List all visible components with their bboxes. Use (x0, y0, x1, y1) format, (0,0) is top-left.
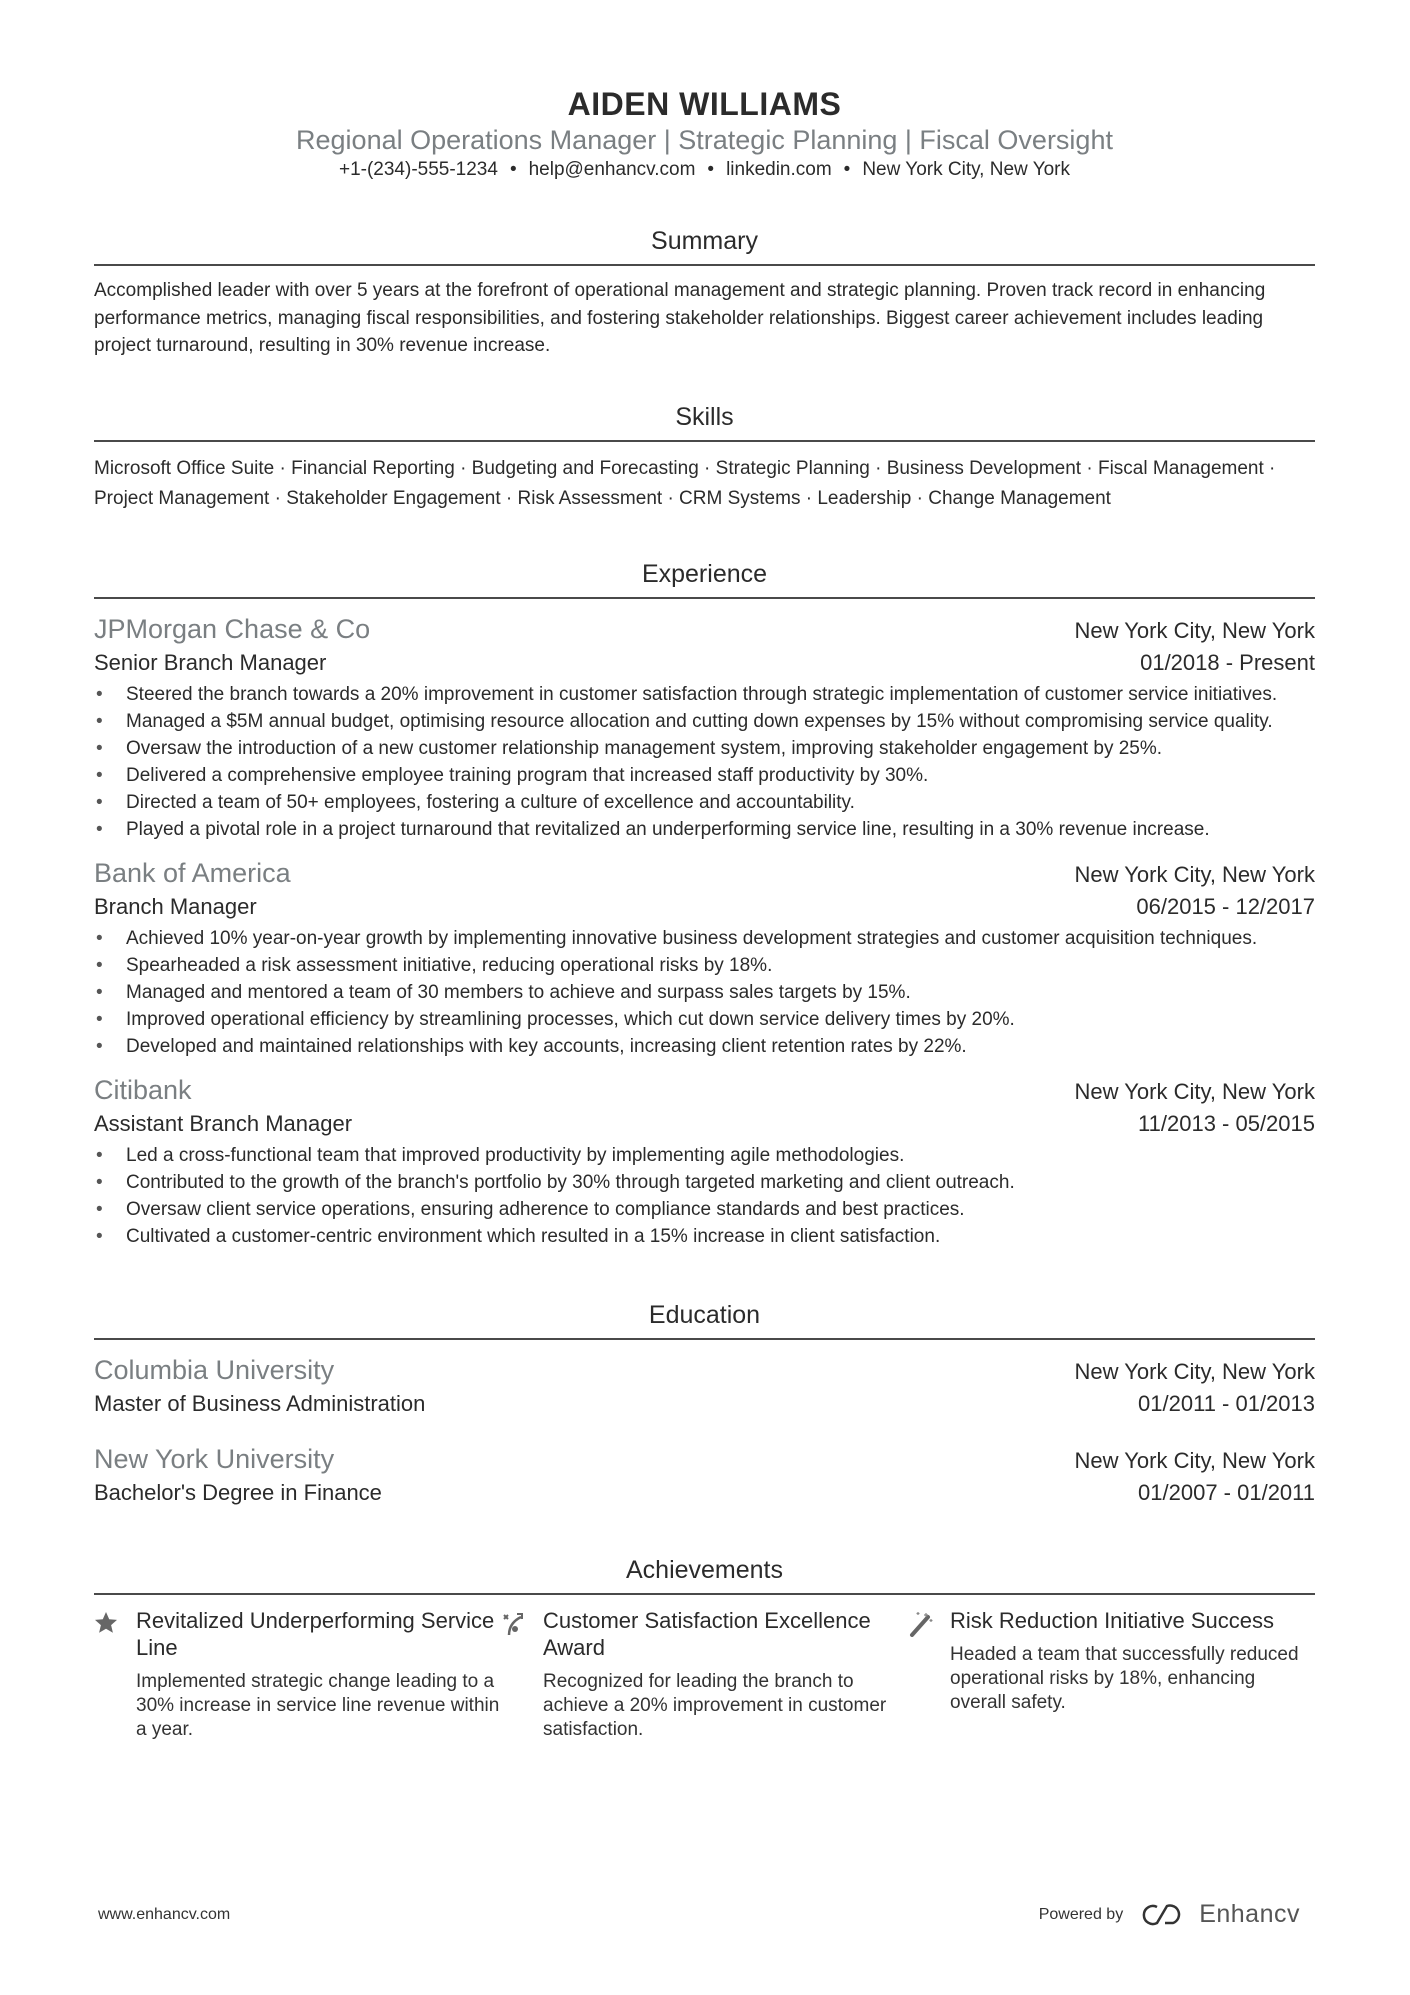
school-location: New York City, New York (1074, 1358, 1315, 1384)
job-dates: 11/2013 - 05/2015 (1138, 1110, 1315, 1136)
phone: +1-(234)-555-1234 (338, 159, 498, 180)
resume-page (94, 0, 1315, 1742)
achievement-item (908, 1607, 1315, 1742)
bullet-item: • Managed and mentored a team of 30 members to achieve and surpass sales targets by 15%. (94, 979, 1315, 1006)
bullet-item: • Cultivated a customer-centric environment which resulted in a 15% increase in client satisfaction. (94, 1223, 1315, 1250)
achievement-item (501, 1607, 908, 1742)
job-location: New York City, New York (1074, 861, 1315, 887)
achievement-description: Recognized for leading the branch to achieve a 20% improvement in customer satisfaction. (543, 1670, 887, 1740)
job-location: New York City, New York (1074, 1078, 1315, 1104)
school-name: New York University (94, 1443, 335, 1474)
achievement-item (94, 1607, 501, 1742)
job-header (94, 612, 1315, 647)
job-dates: 01/2018 - Present (1140, 649, 1315, 675)
job-bullets (94, 1142, 1315, 1250)
degree: Master of Business Administration (94, 1390, 426, 1416)
education-subheader (94, 1388, 1315, 1420)
bullet-item: • Improved operational efficiency by streamlining processes, which cut down service delivery times by 20%. (94, 1006, 1315, 1033)
job-header (94, 856, 1315, 891)
job-role: Branch Manager (94, 893, 257, 919)
footer (98, 1900, 1300, 1929)
skills-heading: Skills (94, 402, 1315, 442)
job-header (94, 1073, 1315, 1108)
degree: Bachelor's Degree in Finance (94, 1479, 382, 1505)
education-subheader (94, 1477, 1315, 1509)
achievement-description: Headed a team that successfully reduced operational risks by 18%, enhancing overall safety. (950, 1643, 1299, 1713)
brand-name: Enhancv (1199, 1900, 1300, 1928)
powered-by-label: Powered by (1038, 1905, 1124, 1923)
school-location: New York City, New York (1074, 1447, 1315, 1473)
contact-info (94, 158, 1315, 182)
separator: • (509, 159, 517, 180)
bullet-item: • Oversaw the introduction of a new customer relationship management system, improving stakeholder engagement by 25%. (94, 735, 1315, 762)
education-heading: Education (94, 1300, 1315, 1340)
job-entry (94, 612, 1315, 843)
achievement-content (950, 1607, 1315, 1742)
achievement-title: Customer Satisfaction Excellence Award (543, 1607, 871, 1660)
bullet-item: • Managed a $5M annual budget, optimising resource allocation and cutting down expenses by 15% without compromising service quality. (94, 708, 1315, 735)
enhancv-logo-icon (1137, 1902, 1185, 1928)
education-dates: 01/2007 - 01/2011 (1138, 1479, 1315, 1505)
company-name: Bank of America (94, 857, 291, 888)
candidate-name: AIDEN WILLIAMS (567, 86, 842, 122)
job-entry (94, 856, 1315, 1060)
brand (1039, 1900, 1300, 1929)
website-link[interactable]: www.enhancv.com (98, 1905, 231, 1923)
achievement-title: Revitalized Underperforming Service Line (136, 1607, 495, 1660)
job-role: Assistant Branch Manager (94, 1110, 353, 1136)
job-bullets (94, 925, 1315, 1060)
job-subheader (94, 891, 1315, 923)
summary-heading: Summary (94, 226, 1315, 266)
bullet-item: • Played a pivotal role in a project turnaround that revitalized an underperforming service line, resulting in a 30% revenue increase. (94, 816, 1315, 843)
separator: • (707, 159, 715, 180)
education-entry (94, 1353, 1315, 1420)
education-dates: 01/2011 - 01/2013 (1138, 1390, 1315, 1416)
experience-list (94, 612, 1315, 1250)
bullet-item: • Directed a team of 50+ employees, fostering a culture of excellence and accountability. (94, 789, 1315, 816)
location: New York City, New York (862, 159, 1071, 180)
job-location: New York City, New York (1074, 617, 1315, 643)
achievement-content (136, 1607, 501, 1742)
job-subheader (94, 1108, 1315, 1140)
bullet-item: • Steered the branch towards a 20% improvement in customer satisfaction through strategic implementation of customer service initiatives. (94, 681, 1315, 708)
job-role: Senior Branch Manager (94, 649, 327, 675)
company-name: JPMorgan Chase & Co (94, 613, 371, 644)
bullet-item: • Contributed to the growth of the branch's portfolio by 30% through targeted marketing and client outreach. (94, 1169, 1315, 1196)
experience-heading: Experience (94, 559, 1315, 599)
achievements-list (94, 1607, 1315, 1742)
bullet-item: • Led a cross-functional team that improved productivity by implementing agile methodologies. (94, 1142, 1315, 1169)
education-header (94, 1442, 1315, 1477)
separator: • (843, 159, 851, 180)
linkedin[interactable]: linkedin.com (726, 159, 832, 180)
company-name: Citibank (94, 1074, 192, 1105)
bullet-item: • Developed and maintained relationships with key accounts, increasing client retention rates by 22%. (94, 1033, 1315, 1060)
magic-wand-icon (908, 1607, 950, 1742)
bullet-item: • Delivered a comprehensive employee training program that increased staff productivity by 30%. (94, 762, 1315, 789)
achievement-title: Risk Reduction Initiative Success (950, 1607, 1275, 1633)
skills-list: Microsoft Office Suite · Financial Reporting · Budgeting and Forecasting · Strategic Planning · Business Development · Fiscal Management · Project Management · Stakeholder Engagement · Risk Assessment · CRM Systems · Leadership · Change Management (94, 457, 1276, 509)
achievement-content (543, 1607, 908, 1742)
job-subheader (94, 647, 1315, 679)
email[interactable]: help@enhancv.com (528, 159, 696, 180)
school-name: Columbia University (94, 1354, 335, 1385)
summary-text: Accomplished leader with over 5 years at the forefront of operational management and strategic planning. Proven track record in enhancing performance metrics, managing fiscal responsibilities, and fostering stakeholder relationships. Biggest career achievement includes leading project turnaround, resulting in 30% revenue increase. (94, 280, 1266, 356)
achievements-heading: Achievements (94, 1555, 1315, 1595)
job-dates: 06/2015 - 12/2017 (1136, 893, 1315, 919)
achievement-description: Implemented strategic change leading to a 30% increase in service line revenue within a year. (136, 1670, 500, 1740)
education-entry (94, 1442, 1315, 1509)
strategy-icon (501, 1607, 543, 1742)
star-icon (94, 1607, 136, 1742)
bullet-item: • Spearheaded a risk assessment initiative, reducing operational risks by 18%. (94, 952, 1315, 979)
education-header (94, 1353, 1315, 1388)
job-entry (94, 1073, 1315, 1250)
education-list (94, 1353, 1315, 1509)
bullet-item: • Oversaw client service operations, ensuring adherence to compliance standards and best practices. (94, 1196, 1315, 1223)
job-bullets (94, 681, 1315, 843)
bullet-item: • Achieved 10% year-on-year growth by implementing innovative business development strategies and customer acquisition techniques. (94, 925, 1315, 952)
candidate-title: Regional Operations Manager | Strategic Planning | Fiscal Oversight (296, 125, 1113, 155)
